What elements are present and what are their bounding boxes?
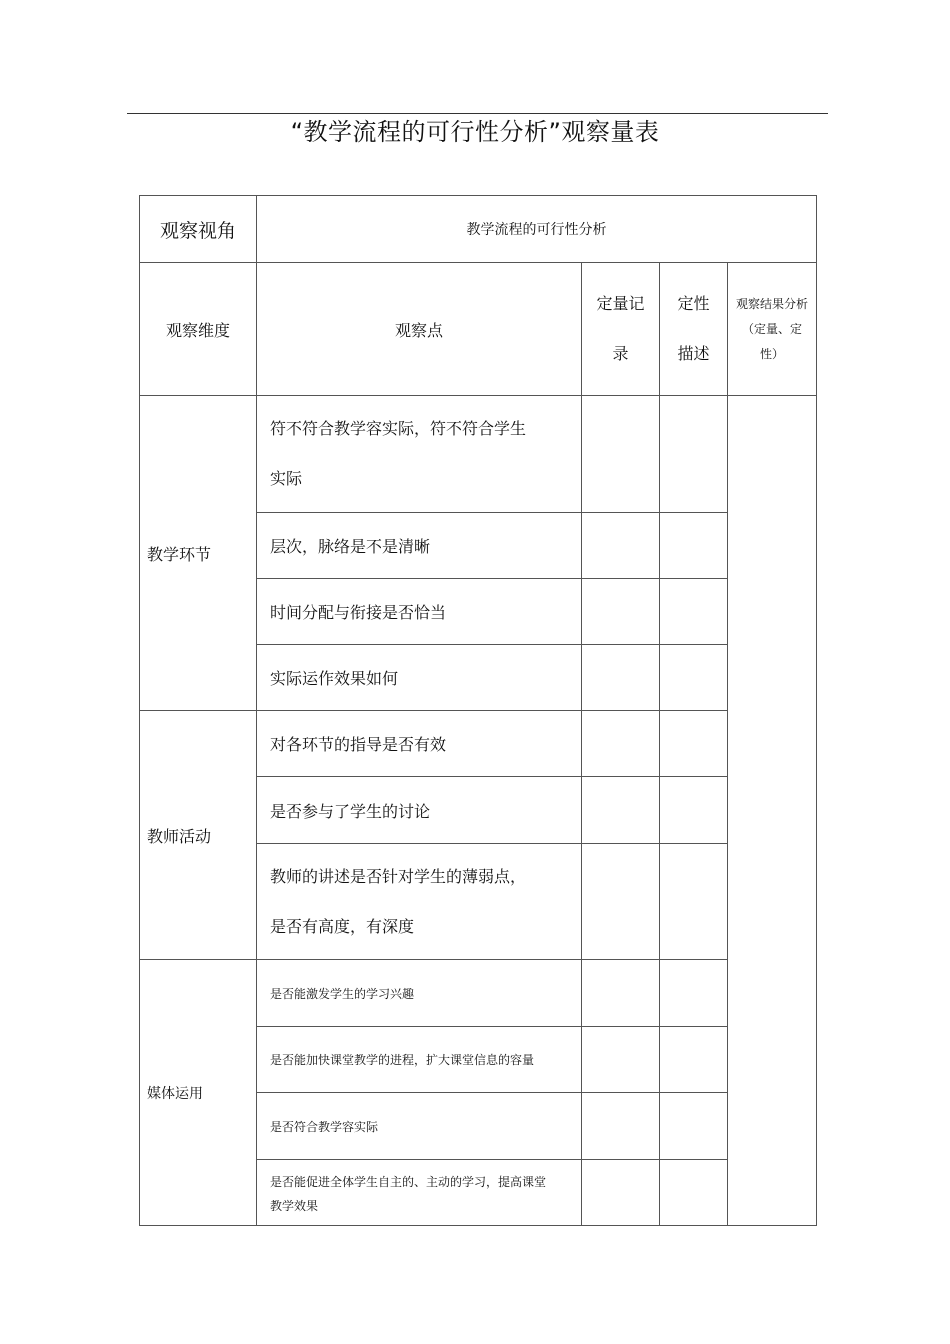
observation-point-line: 时间分配与衔接是否恰当 xyxy=(270,603,447,622)
result-header-line2: （定量、定 xyxy=(741,321,802,336)
observation-point-line: 是否能激发学生的学习兴趣 xyxy=(270,986,415,1001)
point-header: 观察点 xyxy=(394,320,443,340)
quant-record-cell[interactable] xyxy=(582,396,660,513)
observation-point-cell xyxy=(257,645,582,711)
quant-record-cell[interactable] xyxy=(582,513,660,579)
view-label: 观察视角 xyxy=(159,219,236,242)
quant-record-cell[interactable] xyxy=(582,777,660,844)
quant-header-cell xyxy=(582,263,660,396)
header-row-view xyxy=(140,196,817,263)
dimension-label: 教师活动 xyxy=(147,826,212,846)
result-header-cell xyxy=(728,263,817,396)
dimension-header: 观察维度 xyxy=(165,320,230,340)
observation-point-cell xyxy=(257,1093,582,1160)
observation-point-line: 教学效果 xyxy=(270,1198,319,1213)
observation-point-cell xyxy=(257,396,582,513)
qual-desc-cell[interactable] xyxy=(660,1027,728,1093)
observation-point-cell xyxy=(257,1160,582,1226)
quant-record-cell[interactable] xyxy=(582,711,660,777)
observation-point-line: 是否能加快课堂教学的进程，扩大课堂信息的容量 xyxy=(270,1053,535,1067)
point-header-cell xyxy=(257,263,582,396)
dimension-label: 教学环节 xyxy=(147,544,212,564)
dimension-header-cell xyxy=(140,263,257,396)
dimension-cell xyxy=(140,396,257,711)
observation-point-cell xyxy=(257,513,582,579)
observation-point-cell xyxy=(257,711,582,777)
quant-header-line1: 定量记 xyxy=(596,294,645,313)
observation-point-line: 层次，脉络是不是清晰 xyxy=(270,537,431,556)
page-title: “教学流程的可行性分析”观察量表 xyxy=(290,118,660,146)
view-value: 教学流程的可行性分析 xyxy=(466,222,607,238)
qual-desc-cell[interactable] xyxy=(660,844,728,960)
qual-desc-cell[interactable] xyxy=(660,711,728,777)
qual-desc-cell[interactable] xyxy=(660,513,728,579)
observation-point-line: 是否符合教学容实际 xyxy=(270,1119,379,1134)
qual-desc-cell[interactable] xyxy=(660,1160,728,1226)
quant-record-cell[interactable] xyxy=(582,579,660,645)
qual-header-cell xyxy=(660,263,728,396)
quant-record-cell[interactable] xyxy=(582,960,660,1027)
quant-record-cell[interactable] xyxy=(582,645,660,711)
quant-record-cell[interactable] xyxy=(582,1093,660,1160)
dimension-label: 媒体运用 xyxy=(147,1085,203,1102)
dimension-cell xyxy=(140,711,257,960)
top-rule xyxy=(127,113,828,114)
observation-point-line: 符不符合教学容实际，符不符合学生 xyxy=(270,419,527,438)
observation-point-cell xyxy=(257,844,582,960)
observation-table xyxy=(139,195,817,1226)
table-row xyxy=(140,711,817,777)
observation-point-cell xyxy=(257,777,582,844)
quant-record-cell[interactable] xyxy=(582,1160,660,1226)
result-header-line3: 性） xyxy=(759,346,784,361)
observation-point-line: 是否有高度，有深度 xyxy=(270,916,415,936)
observation-point-line: 是否能促进全体学生自主的、主动的学习，提高课堂 xyxy=(270,1174,547,1189)
view-value-cell xyxy=(257,196,817,263)
observation-point-cell xyxy=(257,960,582,1027)
result-analysis-cell[interactable] xyxy=(728,396,817,1226)
table-row xyxy=(140,960,817,1027)
qual-desc-cell[interactable] xyxy=(660,396,728,513)
qual-desc-cell[interactable] xyxy=(660,645,728,711)
quant-record-cell[interactable] xyxy=(582,844,660,960)
result-header-line1: 观察结果分析 xyxy=(735,296,808,311)
observation-point-line: 实际 xyxy=(270,469,303,488)
qual-desc-cell[interactable] xyxy=(660,1093,728,1160)
observation-point-cell xyxy=(257,1027,582,1093)
dimension-cell xyxy=(140,960,257,1226)
quant-header-line2: 录 xyxy=(612,344,629,363)
table-row xyxy=(140,396,817,513)
qual-desc-cell[interactable] xyxy=(660,960,728,1027)
quant-record-cell[interactable] xyxy=(582,1027,660,1093)
observation-point-line: 教师的讲述是否针对学生的薄弱点， xyxy=(270,866,527,886)
observation-point-cell xyxy=(257,579,582,645)
qual-desc-cell[interactable] xyxy=(660,777,728,844)
qual-header-line2: 描述 xyxy=(677,344,710,363)
observation-point-line: 是否参与了学生的讨论 xyxy=(270,801,431,821)
qual-header-line1: 定性 xyxy=(677,294,710,313)
view-label-cell xyxy=(140,196,257,263)
observation-point-line: 实际运作效果如何 xyxy=(270,669,399,688)
qual-desc-cell[interactable] xyxy=(660,579,728,645)
observation-point-line: 对各环节的指导是否有效 xyxy=(270,735,447,754)
header-row-columns xyxy=(140,263,817,396)
